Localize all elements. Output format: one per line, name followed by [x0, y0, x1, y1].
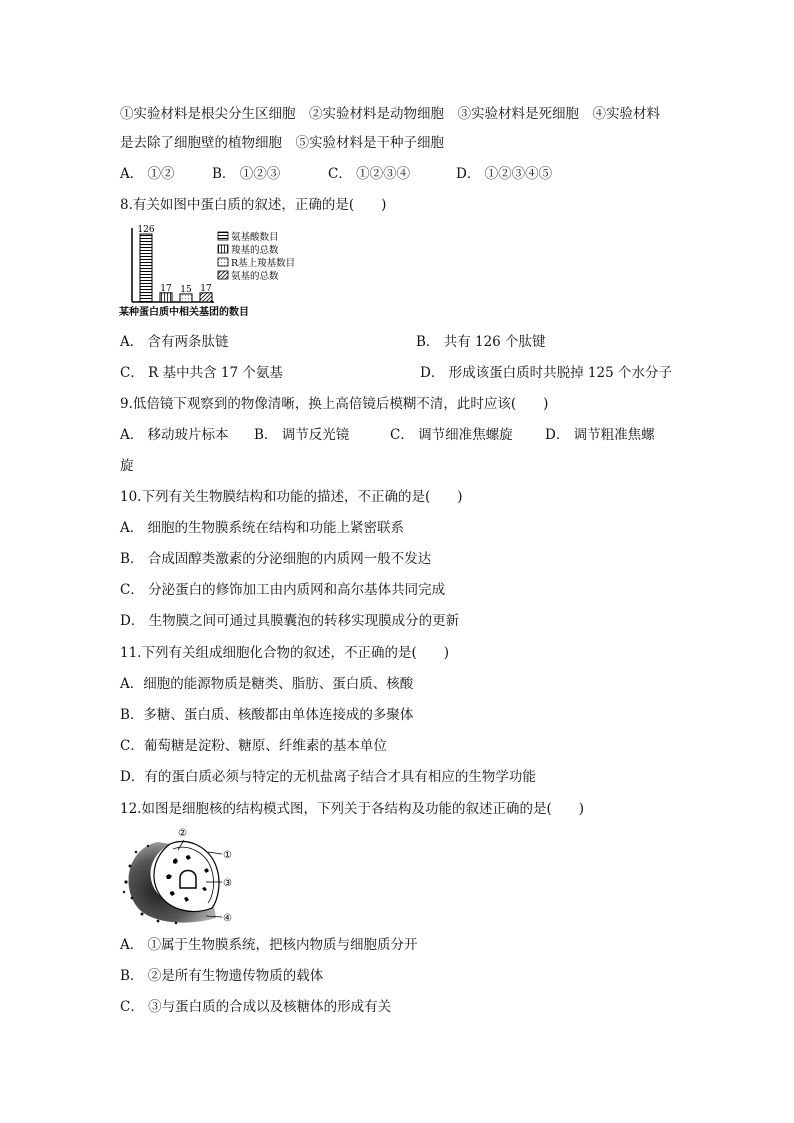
q11-option-c: C．葡萄糖是淀粉、糖原、纤维素的基本单位: [120, 738, 387, 754]
label-4: ④: [223, 913, 232, 924]
q11-option-a: A．细胞的能源物质是糖类、脂肪、蛋白质、核酸: [120, 676, 414, 692]
q12-stem: 12.如图是细胞核的结构模式图，下列关于各结构及功能的叙述正确的是( ): [120, 801, 585, 817]
q8-bar-4: [200, 293, 212, 302]
nucleolus: [180, 871, 196, 889]
q8-option-c: C． R 基中共含 17 个氨基: [120, 365, 283, 381]
q7-line-2: 是去除了细胞壁的植物细胞 ⑤实验材料是干种子细胞: [120, 135, 444, 151]
q11-stem: 11.下列有关组成细胞化合物的叙述，不正确的是( ): [120, 645, 450, 661]
q8-legend-swatch: [218, 232, 228, 240]
q8-legend-label: 羧基的总数: [231, 245, 279, 256]
q9-option-b: B． 调节反光镜: [254, 427, 350, 443]
q10-stem: 10.下列有关生物膜结构和功能的描述，不正确的是( ): [120, 489, 463, 505]
q8-chart-caption: 某种蛋白质中相关基团的数目: [119, 307, 249, 318]
q10-option-a: A． 细胞的生物膜系统在结构和功能上紧密联系: [120, 520, 405, 536]
q8-option-a: A． 含有两条肽链: [120, 334, 229, 350]
q12-nucleus-diagram: [118, 826, 248, 928]
q9-option-d: D． 调节粗准焦螺: [545, 427, 655, 443]
q8-legend-swatch: [218, 245, 228, 253]
q8-bar-1: [140, 234, 152, 302]
q8-legend-swatch: [218, 258, 228, 266]
label-1: ①: [223, 850, 232, 861]
label-2: ②: [178, 828, 187, 839]
q8-option-d: D． 形成该蛋白质时共脱掉 125 个水分子: [420, 365, 672, 381]
q10-option-b: B． 合成固醇类激素的分泌细胞的内质网一般不发达: [120, 551, 432, 567]
q8-bar-value-label: 15: [180, 284, 192, 295]
q10-option-c: C． 分泌蛋白的修饰加工由内质网和高尔基体共同完成: [120, 582, 446, 598]
q7-option-d: D． ①②③④⑤: [456, 166, 553, 182]
q12-option-b: B． ②是所有生物遗传物质的载体: [120, 968, 324, 984]
q7-option-b: B． ①②③: [212, 166, 281, 182]
q12-option-c: C． ③与蛋白质的合成以及核糖体的形成有关: [120, 999, 392, 1015]
q7-option-a: A． ①②: [120, 166, 175, 182]
q8-legend-label: R基上羧基数目: [231, 258, 296, 269]
q9-stem: 9.低倍镜下观察到的物像清晰，换上高倍镜后模糊不清，此时应该( ): [120, 396, 549, 412]
q8-option-b: B． 共有 126 个肽键: [416, 334, 546, 350]
q8-bar-2: [160, 293, 172, 302]
q11-option-b: B．多糖、蛋白质、核酸都由单体连接成的多聚体: [120, 707, 414, 723]
q9-option-a: A． 移动玻片标本: [120, 427, 229, 443]
q8-legend-label: 氨基的总数: [231, 271, 279, 282]
q7-line-1: ①实验材料是根尖分生区细胞 ②实验材料是动物细胞 ③实验材料是死细胞 ④实验材料: [120, 106, 660, 122]
q8-legend-swatch: [218, 271, 228, 279]
q9-option-c: C． 调节细准焦螺旋: [390, 427, 513, 443]
q11-option-d: D．有的蛋白质必须与特定的无机盐离子结合才具有相应的生物学功能: [120, 769, 536, 785]
q12-option-a: A． ①属于生物膜系统，把核内物质与细胞质分开: [120, 937, 418, 953]
q8-bar-value-label: 17: [160, 283, 172, 294]
q8-stem: 8.有关如图中蛋白质的叙述，正确的是( ): [120, 197, 387, 213]
q8-bar-value-label: 126: [137, 225, 155, 235]
q7-option-c: C． ①②③④: [328, 166, 411, 182]
q8-legend-label: 氨基酸数目: [231, 232, 279, 243]
q8-bar-value-label: 17: [200, 283, 212, 294]
q9-option-d-wrap: 旋: [120, 458, 134, 474]
q10-option-d: D． 生物膜之间可通过具膜囊泡的转移实现膜成分的更新: [120, 613, 460, 629]
label-3: ③: [223, 878, 232, 889]
q8-bar-3: [180, 294, 192, 302]
q8-bar-chart: [118, 222, 318, 322]
